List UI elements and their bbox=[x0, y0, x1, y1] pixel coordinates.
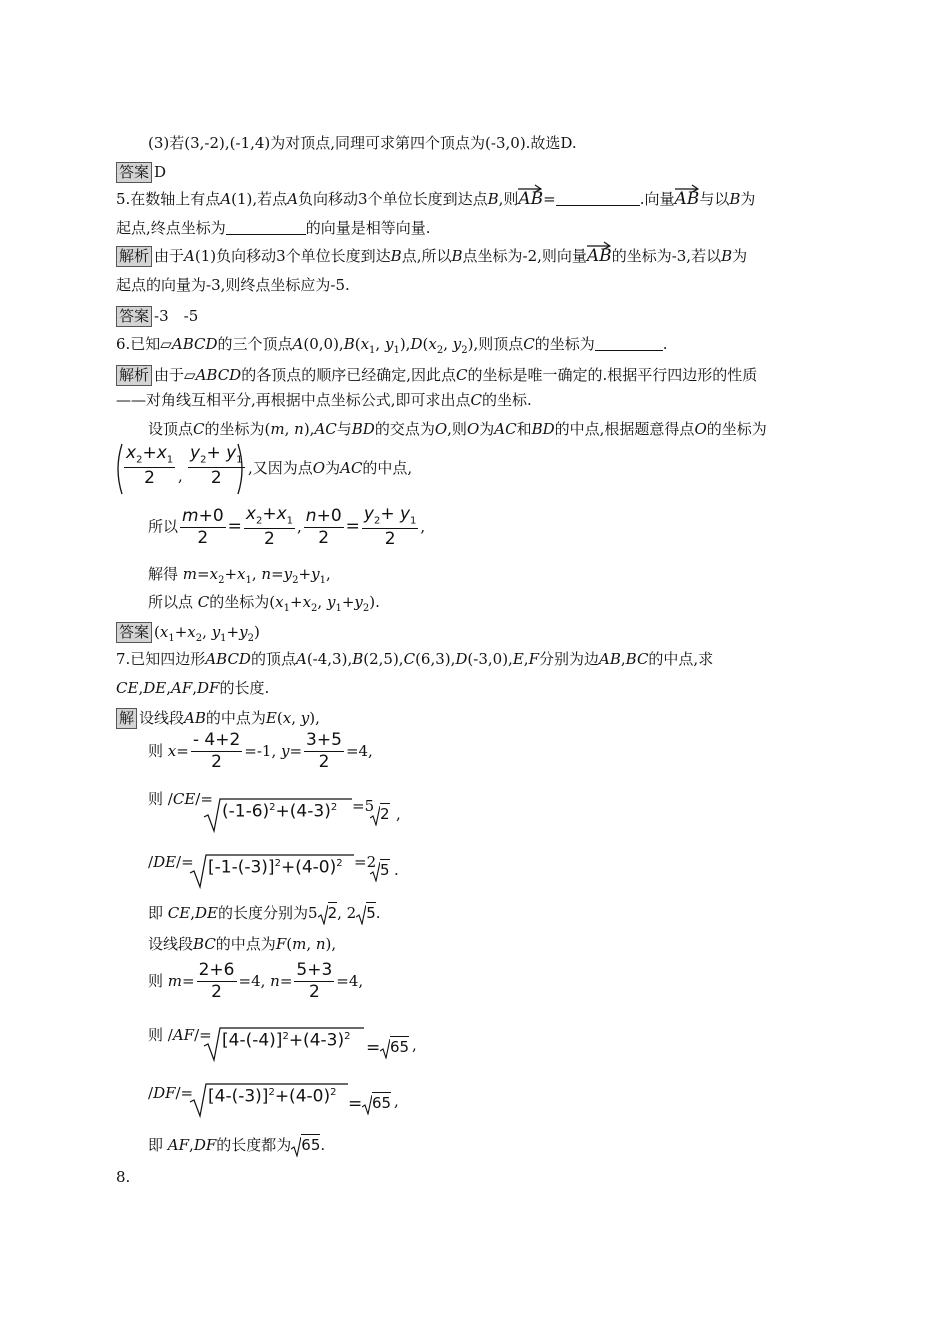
solution-7-ce-de-lengths: 即 CE,DE的长度分别为5 2, 2 5. bbox=[148, 904, 381, 922]
solution-7-ce-root: $(-1-6)^2+(4-3)^2$ =5 2 , bbox=[204, 797, 352, 833]
vector-ab: AB bbox=[675, 189, 700, 208]
vector-ab: AB bbox=[518, 189, 543, 208]
analysis-6-conclusion: 所以点 C的坐标为($x_1+x_2$, $y_1+y_2$). bbox=[148, 593, 380, 614]
solution-7-af-df-lengths: 即 AF,DF的长度都为 65. bbox=[148, 1136, 326, 1154]
answer-line: 答案 -3 -5 bbox=[116, 306, 198, 327]
answer-tag: 答案 bbox=[116, 306, 152, 327]
analysis-6-line-3: 设顶点C的坐标为(m, n),AC与BD的交点为O,则O为AC和BD的中点,根据题意得点O的坐标为 bbox=[148, 420, 767, 438]
answer-tag: 答案 bbox=[116, 162, 152, 183]
fill-blank[interactable] bbox=[226, 220, 306, 235]
answer-tag: 答案 bbox=[116, 622, 152, 643]
answer-value: D bbox=[154, 163, 167, 181]
solution-7-de: /DE/= bbox=[148, 853, 194, 871]
analysis-tag: 解析 bbox=[116, 365, 152, 386]
solution-7-af: 则 /AF/= bbox=[148, 1026, 212, 1044]
answer-line bbox=[116, 162, 166, 183]
analysis-6-line-2: ——对角线互相平分,再根据中点坐标公式,即可求出点C的坐标. bbox=[116, 391, 532, 409]
analysis-6-line-1: 解析 由于▱ABCD的各顶点的顺序已经确定,因此点C的坐标是唯一确定的.根据平行四边形的性质 bbox=[116, 365, 757, 386]
question-7-line-1: 7.已知四边形ABCD的顶点A(-4,3),B(2,5),C(6,3),D(-3,0),E,F分别为边AB,BC的中点,求 bbox=[116, 650, 714, 668]
answer-line: 答案 ($x_1+x_2$, $y_1+y_2$) bbox=[116, 622, 260, 644]
solution-7-df: /DF/= bbox=[148, 1084, 194, 1102]
question-5-line-1: 5.在数轴上有点A(1),若点A负向移动3个单位长度到达点B,则AB = .向量AB 与以B为 bbox=[116, 189, 755, 208]
solution-7-af-root: $[4-(-4)]^2+(4-3)^2$ = 65 , bbox=[204, 1026, 364, 1062]
fill-blank[interactable] bbox=[595, 336, 663, 351]
solution-7-de-root: $[-1-(-3)]^2+(4-0)^2$ =2 5 . bbox=[190, 853, 354, 889]
solution-7-midpoint-f: 则 m= $\frac{2+6}{2}$ =4, n= $\frac{5+3}{2}$ =4, bbox=[148, 960, 364, 1002]
analysis-5-line-2: 起点的向量为-3,则终点坐标应为-5. bbox=[116, 276, 350, 294]
analysis-6-solve: 解得 $m=x_2+x_1$, $n=y_2+y_1$, bbox=[148, 565, 331, 586]
solution-7-df-root: $[4-(-3)]^2+(4-0)^2$ = 65 , bbox=[190, 1082, 348, 1118]
solution-7-ce: 则 /CE/= bbox=[148, 790, 213, 808]
solution-7-midpoint-e: 则 x= $\frac{- 4+2}{2}$ =-1, y= $\frac{3+5}{2}$ =4, bbox=[148, 730, 373, 772]
solution-7-line-1: 解 设线段AB的中点为E(x, y), bbox=[116, 708, 320, 729]
question-5-line-2: 起点,终点坐标为 的向量是相等向量. bbox=[116, 219, 431, 237]
vector-ab: AB bbox=[587, 246, 612, 265]
question-8: 8. bbox=[116, 1168, 131, 1186]
fill-blank[interactable] bbox=[556, 191, 640, 206]
analysis-5-line-1: 解析 由于A(1)负向移动3个单位长度到达B点,所以B点坐标为-2,则向量AB 的坐标为-3,若以B为 bbox=[116, 246, 747, 267]
analysis-6-equations: 所以 $\frac{m+0}{2}$ = $\frac{x_2+x_1}{2}$ , $\frac{n+0}{2}$ = $\frac{y_2+ y_1}{2}$ , bbox=[148, 504, 426, 550]
solution-7-bc-midpoint: 设线段BC的中点为F(m, n), bbox=[148, 935, 337, 953]
solution-tag: 解 bbox=[116, 708, 137, 729]
question-7-line-2: CE,DE,AF,DF的长度. bbox=[116, 679, 270, 697]
analysis-tag: 解析 bbox=[116, 246, 152, 267]
question-6: 6.已知▱ABCD的三个顶点$A(0,0),B(x_1$, $y_1),D(x_2$, $y_2$),则顶点C的坐标为 . bbox=[116, 335, 668, 356]
text-line: (3)若(3,-2),(-1,4)为对顶点,同理可求第四个顶点为(-3,0).故选D. bbox=[148, 134, 577, 152]
